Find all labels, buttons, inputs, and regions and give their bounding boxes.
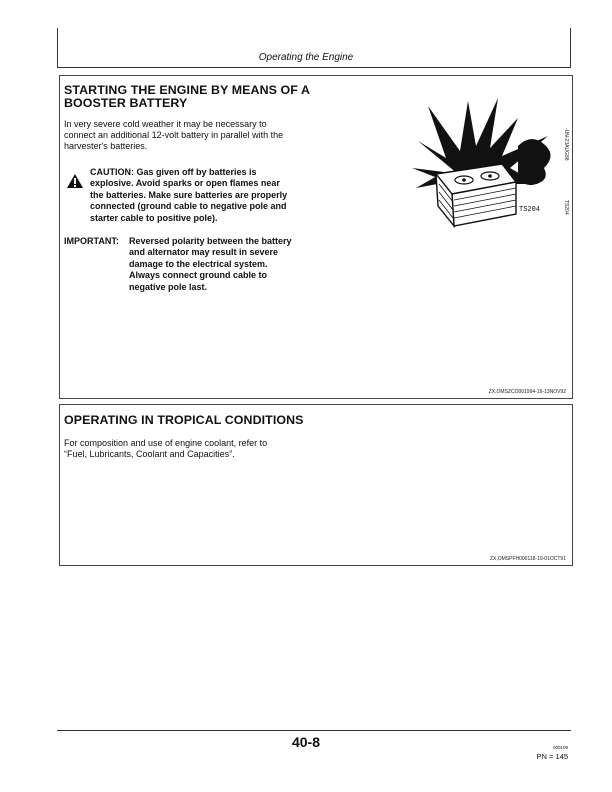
caution-paragraph [90,167,287,224]
text-line: CAUTION: Gas given off by batteries is [90,167,257,177]
intro-paragraph [64,119,283,153]
section-title-line: STARTING THE ENGINE BY MEANS OF A [64,83,311,97]
figure-label: TS204 [519,206,541,214]
page-header-title: Operating the Engine [258,52,354,63]
text-line: and alternator may result in severe [129,247,279,258]
text-line: connected (ground cable to negative pole and [90,201,287,212]
figure-side-code-2: TS204 [563,200,569,215]
text-line: Always connect ground cable to [129,270,268,281]
important-label: IMPORTANT: [64,236,119,246]
text-line: the batteries. Make sure batteries are properly [90,189,288,200]
section-title-booster [64,84,310,110]
page-number: 40-8 [291,734,321,750]
tropical-paragraph [64,438,267,460]
text-line: “Fuel, Lubricants, Coolant and Capacities”. [64,449,235,460]
text-line: explosive. Avoid sparks or open flames near [90,178,280,189]
section-ref-code: ZX,OMSPFH000118-19-01OCT91 [489,556,566,562]
header-rule [57,67,571,68]
text-line: For composition and use of engine coolant, refer to [64,438,268,448]
footer-code: 000109 [552,745,568,750]
text-line: Reversed polarity between the battery [129,236,292,246]
text-line: damage to the electrical system. [129,258,268,269]
warning-triangle-icon [66,173,84,189]
important-paragraph [129,236,292,293]
figure-side-code: -UN-23AUG88 [563,128,569,161]
section-ref-code: ZX,OMSZCO001994-19-13NOV92 [488,389,566,395]
text-line: In very severe cold weather it may be necessary to [64,119,267,129]
section-title-tropical: OPERATING IN TROPICAL CONDITIONS [64,413,304,427]
section-tropical-conditions [59,404,573,566]
text-line: connect an additional 12-volt battery in parallel with the [64,130,284,141]
text-line: starter cable to positive pole). [90,212,218,223]
footer-pn: PN = 145 [536,752,568,761]
footer-rule [57,730,571,731]
section-title-line: BOOSTER BATTERY [64,96,188,110]
text-line: harvester's batteries. [64,141,148,152]
text-line: negative pole last. [129,281,208,292]
